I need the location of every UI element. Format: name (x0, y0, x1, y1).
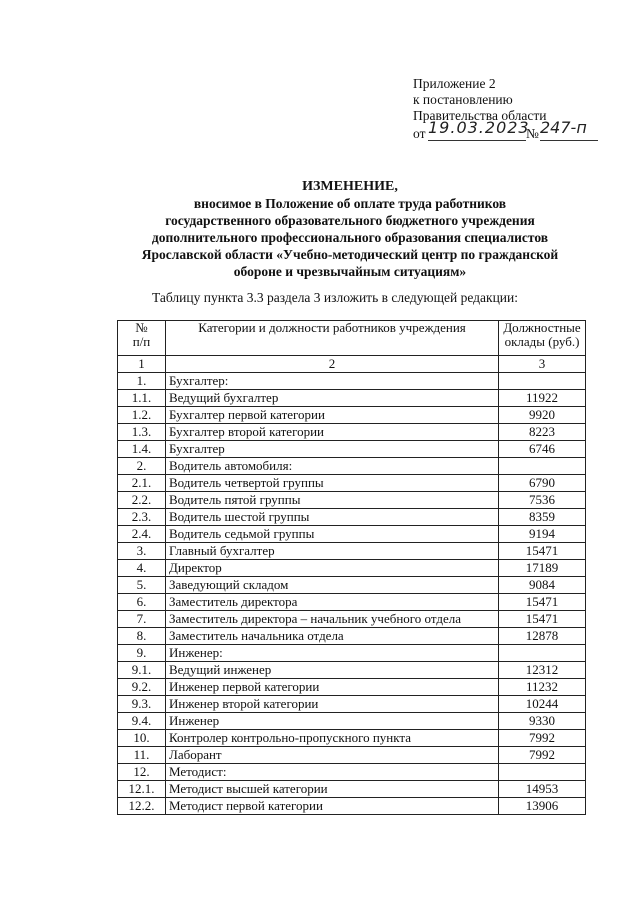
row-number: 9. (118, 645, 166, 662)
row-number: 2. (118, 458, 166, 475)
header-num (118, 321, 166, 356)
row-number: 11. (118, 747, 166, 764)
table-body (118, 373, 586, 815)
row-salary: 7536 (499, 492, 586, 509)
table-row (118, 390, 586, 407)
row-salary (499, 645, 586, 662)
row-number: 10. (118, 730, 166, 747)
row-number: 12. (118, 764, 166, 781)
row-salary: 7992 (499, 730, 586, 747)
table-row (118, 577, 586, 594)
table-row (118, 713, 586, 730)
row-number: 2.4. (118, 526, 166, 543)
table-row (118, 679, 586, 696)
row-salary: 11922 (499, 390, 586, 407)
table-row (118, 475, 586, 492)
table-row (118, 611, 586, 628)
column-number: 3 (499, 356, 586, 373)
title-line-3: дополнительного профессионального образования специалистов (151, 230, 549, 245)
row-salary: 14953 (499, 781, 586, 798)
column-number: 2 (166, 356, 499, 373)
table-row (118, 560, 586, 577)
row-salary: 11232 (499, 679, 586, 696)
row-number: 2.1. (118, 475, 166, 492)
row-category: Заместитель начальника отдела (166, 628, 499, 645)
row-number: 1.3. (118, 424, 166, 441)
row-category: Бухгалтер второй категории (166, 424, 499, 441)
header-num-line-2: п/п (132, 334, 151, 349)
row-salary: 8359 (499, 509, 586, 526)
table-row (118, 645, 586, 662)
row-number: 3. (118, 543, 166, 560)
row-salary (499, 458, 586, 475)
table-row (118, 509, 586, 526)
row-number: 7. (118, 611, 166, 628)
handwritten-number: 247-п (540, 120, 598, 141)
table-row (118, 798, 586, 815)
row-category: Директор (166, 560, 499, 577)
row-category: Главный бухгалтер (166, 543, 499, 560)
row-salary: 15471 (499, 611, 586, 628)
row-salary: 7992 (499, 747, 586, 764)
row-number: 9.1. (118, 662, 166, 679)
title-heading: ИЗМЕНЕНИЕ, (302, 179, 398, 194)
row-number: 1.4. (118, 441, 166, 458)
row-category: Лаборант (166, 747, 499, 764)
row-category: Методист высшей категории (166, 781, 499, 798)
table-row (118, 764, 586, 781)
row-category: Заведующий складом (166, 577, 499, 594)
row-category: Инженер (166, 713, 499, 730)
signature-line (413, 118, 587, 142)
row-category: Методист: (166, 764, 499, 781)
appendix-line-3: Правительства области (413, 108, 547, 123)
row-salary: 9194 (499, 526, 586, 543)
row-salary (499, 373, 586, 390)
title-line-4: Ярославской области «Учебно-методический центр по гражданской (141, 247, 559, 262)
row-category: Водитель седьмой группы (166, 526, 499, 543)
row-number: 1.1. (118, 390, 166, 407)
row-salary: 6746 (499, 441, 586, 458)
table-row (118, 441, 586, 458)
row-salary: 9920 (499, 407, 586, 424)
row-number: 9.2. (118, 679, 166, 696)
table-row (118, 730, 586, 747)
row-number: 6. (118, 594, 166, 611)
row-category: Контролер контрольно-пропускного пункта (166, 730, 499, 747)
row-category: Инженер: (166, 645, 499, 662)
table-row (118, 458, 586, 475)
row-category: Водитель автомобиля: (166, 458, 499, 475)
table-row (118, 424, 586, 441)
date-prefix: от (413, 126, 426, 141)
row-category: Водитель шестой группы (166, 509, 499, 526)
table-header-row (118, 321, 586, 356)
number-label: № (526, 126, 539, 141)
row-salary: 17189 (499, 560, 586, 577)
row-number: 8. (118, 628, 166, 645)
header-num-line-1: № (135, 320, 148, 335)
row-number: 1.2. (118, 407, 166, 424)
row-category: Заместитель директора (166, 594, 499, 611)
row-number: 2.2. (118, 492, 166, 509)
table-row (118, 696, 586, 713)
row-salary (499, 764, 586, 781)
row-number: 4. (118, 560, 166, 577)
row-category: Методист первой категории (166, 798, 499, 815)
table-row (118, 407, 586, 424)
handwritten-date: 19.03.2023 (428, 120, 526, 141)
row-category: Водитель четвертой группы (166, 475, 499, 492)
title-line-5: обороне и чрезвычайным ситуациям» (233, 264, 467, 279)
header-salary-line-1: Должностные (503, 320, 581, 335)
row-salary: 9084 (499, 577, 586, 594)
row-category: Водитель пятой группы (166, 492, 499, 509)
row-salary: 12312 (499, 662, 586, 679)
row-category: Заместитель директора – начальник учебного отдела (166, 611, 499, 628)
instruction-text: Таблицу пункта 3.3 раздела 3 изложить в следующей редакции: (152, 290, 519, 305)
row-salary: 6790 (499, 475, 586, 492)
row-category: Инженер первой категории (166, 679, 499, 696)
appendix-header (413, 76, 587, 142)
title-line-1: вносимое в Положение об оплате труда работников (193, 196, 507, 211)
appendix-line-2: к постановлению (413, 92, 513, 107)
row-number: 9.4. (118, 713, 166, 730)
row-category: Инженер второй категории (166, 696, 499, 713)
header-salary-line-2: оклады (руб.) (504, 334, 580, 349)
row-number: 1. (118, 373, 166, 390)
row-salary: 8223 (499, 424, 586, 441)
row-category: Бухгалтер: (166, 373, 499, 390)
row-category: Ведущий инженер (166, 662, 499, 679)
table-row (118, 781, 586, 798)
row-salary: 10244 (499, 696, 586, 713)
table-row (118, 747, 586, 764)
table-row (118, 492, 586, 509)
title-line-2: государственного образовательного бюджетного учреждения (165, 213, 535, 228)
row-salary: 13906 (499, 798, 586, 815)
header-category: Категории и должности работников учреждения (166, 321, 499, 356)
salary-table (117, 320, 586, 815)
row-number: 12.2. (118, 798, 166, 815)
document-title (100, 178, 600, 280)
table-row (118, 594, 586, 611)
row-category: Бухгалтер (166, 441, 499, 458)
column-number: 1 (118, 356, 166, 373)
row-salary: 9330 (499, 713, 586, 730)
row-category: Бухгалтер первой категории (166, 407, 499, 424)
row-salary: 15471 (499, 543, 586, 560)
row-salary: 15471 (499, 594, 586, 611)
row-number: 12.1. (118, 781, 166, 798)
table-row (118, 373, 586, 390)
column-number-row (118, 356, 586, 373)
row-category: Ведущий бухгалтер (166, 390, 499, 407)
row-number: 2.3. (118, 509, 166, 526)
row-number: 9.3. (118, 696, 166, 713)
table-row (118, 662, 586, 679)
row-salary: 12878 (499, 628, 586, 645)
table-row (118, 526, 586, 543)
row-number: 5. (118, 577, 166, 594)
table-row (118, 628, 586, 645)
table-row (118, 543, 586, 560)
appendix-line-1: Приложение 2 (413, 76, 496, 91)
header-salary (499, 321, 586, 356)
